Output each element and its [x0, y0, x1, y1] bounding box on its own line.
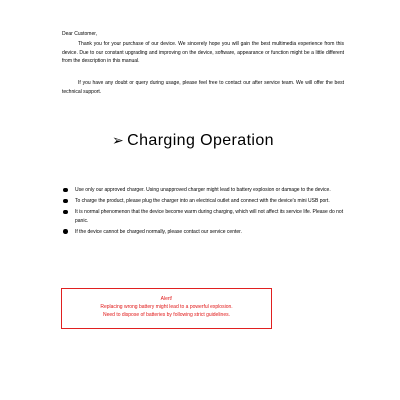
section-heading	[112, 130, 274, 151]
alert-title: Alert!	[160, 296, 173, 302]
bullet-dot-icon	[63, 229, 68, 234]
list-item	[62, 186, 344, 195]
list-item-text: If the device cannot be charged normally, please contact our service center.	[75, 228, 242, 235]
alert-box	[61, 288, 272, 329]
section-title: Charging Operation	[127, 132, 274, 149]
alert-line-battery: Replacing wrong battery might lead to a powerful explosion.	[100, 304, 233, 310]
list-item-text: Use only our approved charger. Using unapproved charger might lead to battery explosion or damage to the device.	[75, 187, 331, 193]
intro-paragraph: Thank you for your purchase of our device. We sincerely hope you will gain the best multimedia experience from this device. Due to our constant upgrading and improving on the device, software, appearance or function might be a little different from the description in this manual.	[62, 41, 344, 65]
list-item	[62, 208, 344, 225]
list-item	[62, 197, 344, 206]
alert-line-disposal: Need to dispose of batteries by following strict guidelines.	[102, 312, 230, 318]
bullet-dot-icon	[63, 188, 68, 193]
bullet-dot-icon	[63, 199, 68, 204]
charging-bullet-list	[62, 186, 344, 239]
bullet-dot-icon	[63, 210, 68, 215]
support-paragraph: If you have any doubt or query during usage, please feel free to contact our after service team. We will offer the best technical support.	[62, 80, 344, 95]
list-item	[62, 228, 344, 237]
arrow-bullet-icon: ➢	[112, 132, 125, 148]
list-item-text: It is normal phenomenon that the device become warm during charging, which will not affect its service life. Please do not panic.	[75, 208, 344, 224]
list-item-text: To charge the product, please plug the charger into an electrical outlet and connect with the device's mini USB port.	[75, 197, 330, 204]
greeting: Dear Customer,	[62, 31, 98, 37]
